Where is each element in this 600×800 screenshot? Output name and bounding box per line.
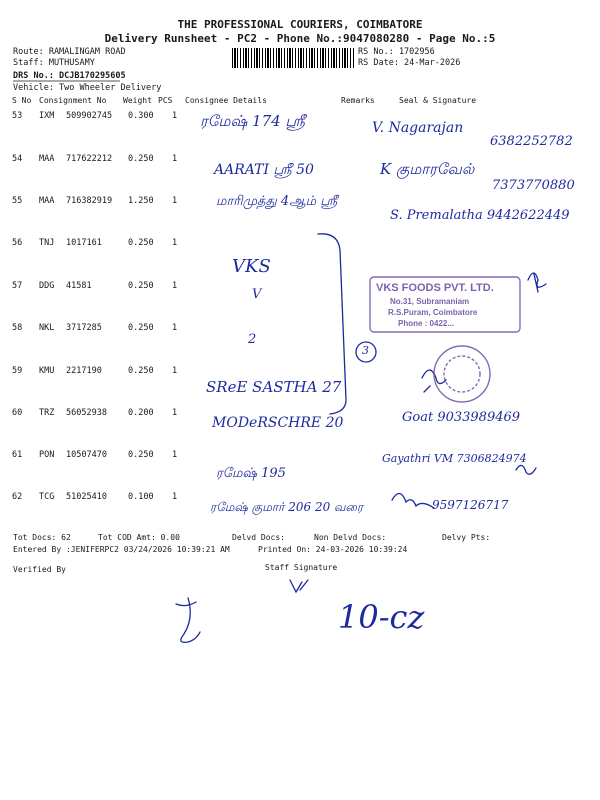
- row-weight: 0.250: [128, 366, 154, 376]
- handwritten-detail-60: MODeRSCHRE 20: [212, 415, 344, 431]
- row-pcs: 1: [172, 408, 178, 418]
- runsheet-subtitle: Delivery Runsheet - PC2 - Phone No.:9047080280 - Page No.:5: [104, 32, 496, 45]
- row-weight: 0.250: [128, 281, 154, 291]
- row-code: DDG: [39, 281, 55, 291]
- col-consignment: Consignment No: [39, 96, 107, 105]
- verified-by-label: Verified By: [13, 565, 66, 574]
- row-pcs: 1: [172, 281, 178, 291]
- row-weight: 0.250: [128, 450, 154, 460]
- handwritten-phone-54: 7373770880: [492, 178, 575, 193]
- stamp-phone: Phone : 0422...: [398, 319, 455, 328]
- row-code: KMU: [39, 366, 55, 376]
- row-code: MAA: [39, 196, 55, 206]
- row-pcs: 1: [172, 366, 178, 376]
- staff-signature-label: Staff Signature: [265, 563, 338, 572]
- handwritten-detail-55: மாரிமுத்து 4ஆம் ஸ்ரீ: [216, 194, 338, 209]
- row-code: TRZ: [39, 408, 55, 418]
- handwritten-detail-59: SReE SASTHA 27: [206, 378, 342, 396]
- total-cod-amount: Tot COD Amt: 0.00: [98, 533, 180, 542]
- row-weight: 0.200: [128, 408, 154, 418]
- row-weight: 0.250: [128, 154, 154, 164]
- row-number: 1017161: [66, 238, 102, 248]
- row-sno: 60: [12, 408, 23, 418]
- row-sno: 57: [12, 281, 23, 291]
- row-number: 10507470: [66, 450, 107, 460]
- row-code: IXM: [39, 111, 55, 121]
- col-pcs: PCS: [158, 96, 173, 105]
- circled-number: 3: [362, 344, 369, 357]
- handwritten-detail-54: AARATI ஸ்ரீ 50: [214, 162, 314, 178]
- staff-label: Staff: MUTHUSAMY: [13, 58, 95, 68]
- vehicle-label: Vehicle: Two Wheeler Delivery: [13, 83, 162, 93]
- row-code: MAA: [39, 154, 55, 164]
- row-sno: 62: [12, 492, 23, 502]
- row-code: TCG: [39, 492, 55, 502]
- row-weight: 0.250: [128, 323, 154, 333]
- row-sno: 58: [12, 323, 23, 333]
- handwritten-signature-55: S. Premalatha 9442622449: [390, 208, 570, 223]
- row-code: NKL: [39, 323, 55, 333]
- total-docs: Tot Docs: 62: [13, 533, 71, 542]
- handwritten-signature-62: 9597126717: [432, 498, 509, 512]
- row-number: 2217190: [66, 366, 102, 376]
- col-sno: S No: [12, 96, 32, 105]
- row-sno: 59: [12, 366, 23, 376]
- handwritten-detail-62: ரமேஷ் குமார் 206 20 வரை: [210, 500, 364, 514]
- row-number: 51025410: [66, 492, 107, 502]
- stamp-company-name: VKS FOODS PVT. LTD.: [376, 282, 494, 294]
- row-number: 41581: [66, 281, 92, 291]
- row-number: 717622212: [66, 154, 113, 164]
- signature-scribble-57: [528, 273, 546, 292]
- col-details: Consignee Details: [185, 96, 267, 105]
- row-sno: 53: [12, 111, 23, 121]
- rs-date: RS Date: 24-Mar-2026: [358, 58, 461, 68]
- row-pcs: 1: [172, 450, 178, 460]
- stamp-address-line2: R.S.Puram, Coimbatore: [388, 308, 478, 317]
- handwritten-detail-58: 2: [248, 332, 257, 347]
- row-pcs: 1: [172, 154, 178, 164]
- printed-on: Printed On: 24-03-2026 10:39:24: [258, 545, 408, 554]
- handwritten-signature-54: K குமாரவேல்: [380, 160, 475, 178]
- handwritten-detail-53: ரமேஷ் 174 ஸ்ரீ: [200, 112, 305, 130]
- row-pcs: 1: [172, 492, 178, 502]
- row-number: 716382919: [66, 196, 113, 206]
- drs-number: DRS No.: DCJB170295605: [13, 71, 126, 81]
- row-number: 56052938: [66, 408, 107, 418]
- stamp-address-line1: No.31, Subramaniam: [390, 297, 470, 306]
- non-delivered-docs: Non Delvd Docs:: [314, 533, 387, 542]
- company-title: THE PROFESSIONAL COURIERS, COIMBATORE: [177, 18, 423, 31]
- row-code: PON: [39, 450, 55, 460]
- row-number: 3717285: [66, 323, 102, 333]
- delivery-points: Delvy Pts:: [442, 533, 491, 542]
- signature-scribble-59: [422, 370, 446, 392]
- staff-signature-mark: [290, 580, 308, 592]
- handwritten-signature-61: Gayathri VM 7306824974: [382, 452, 527, 465]
- handwritten-signature-53: V. Nagarajan: [372, 120, 464, 136]
- verified-by-signature: [176, 598, 200, 642]
- row-weight: 0.300: [128, 111, 154, 121]
- row-sno: 56: [12, 238, 23, 248]
- handwritten-detail-57: V: [252, 287, 262, 302]
- bottom-handwritten-signature: 10-cz: [338, 598, 425, 636]
- barcode: [232, 48, 354, 68]
- row-pcs: 1: [172, 323, 178, 333]
- col-remarks: Remarks: [341, 96, 375, 105]
- row-weight: 0.100: [128, 492, 154, 502]
- delivered-docs: Delvd Docs:: [232, 533, 285, 542]
- handwritten-detail-56: VKS: [232, 256, 271, 277]
- handwritten-detail-61: ரமேஷ் 195: [216, 466, 286, 481]
- route-label: Route: RAMALINGAM ROAD: [13, 47, 126, 57]
- row-sno: 61: [12, 450, 23, 460]
- round-seal-inner: [444, 356, 480, 392]
- entered-by: Entered By :JENIFERPC2 03/24/2026 10:39:21 AM: [13, 545, 230, 554]
- signature-scribble-62: [392, 493, 434, 508]
- row-pcs: 1: [172, 238, 178, 248]
- row-sno: 55: [12, 196, 23, 206]
- signature-scribble-61: [516, 465, 536, 474]
- row-sno: 54: [12, 154, 23, 164]
- row-pcs: 1: [172, 196, 178, 206]
- round-seal-outer: [434, 346, 490, 402]
- handwritten-phone-53: 6382252782: [490, 134, 573, 149]
- row-weight: 0.250: [128, 238, 154, 248]
- row-number: 509902745: [66, 111, 113, 121]
- rs-number: RS No.: 1702956: [358, 47, 435, 57]
- row-weight: 1.250: [128, 196, 154, 206]
- handwritten-signature-60: Goat 9033989469: [402, 410, 521, 425]
- col-seal: Seal & Signature: [399, 96, 477, 105]
- row-pcs: 1: [172, 111, 178, 121]
- row-code: TNJ: [39, 238, 55, 248]
- col-weight: Weight: [123, 96, 152, 105]
